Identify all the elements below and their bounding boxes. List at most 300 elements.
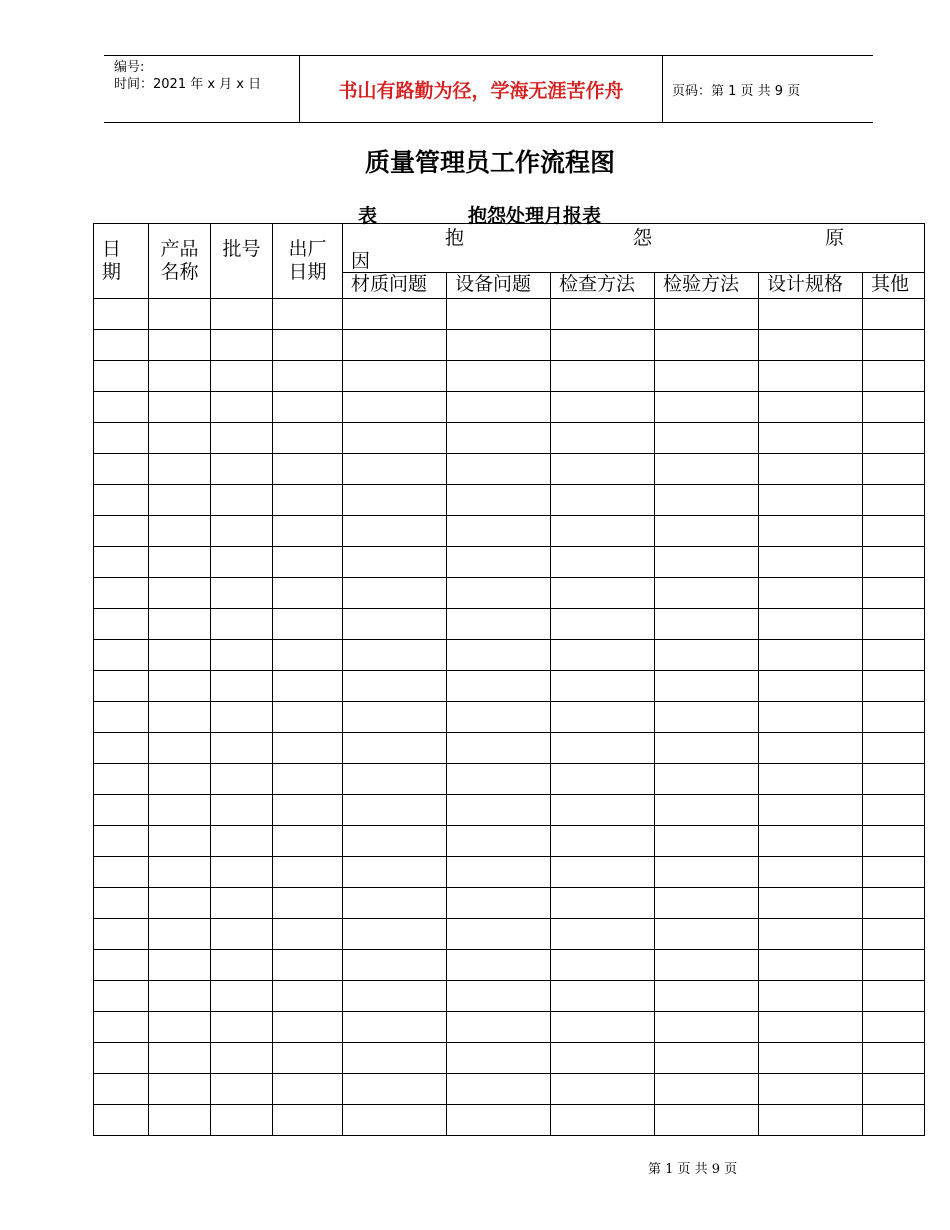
table-cell (863, 392, 925, 423)
table-cell (759, 423, 863, 454)
table-cell (273, 981, 343, 1012)
table-cell (149, 485, 211, 516)
header-design-spec: 设计规格 (759, 273, 863, 299)
table-cell (655, 981, 759, 1012)
header-page-info: 页码：第 1 页 共 9 页 (672, 84, 801, 99)
table-cell (551, 454, 655, 485)
table-cell (273, 454, 343, 485)
table-cell (94, 330, 149, 361)
table-cell (863, 330, 925, 361)
table-cell (211, 1012, 273, 1043)
table-cell (759, 1105, 863, 1136)
table-cell (273, 795, 343, 826)
table-cell (211, 485, 273, 516)
number-label: 编号: (114, 60, 145, 75)
table-cell (149, 702, 211, 733)
table-cell (759, 919, 863, 950)
table-cell (273, 888, 343, 919)
table-cell (149, 888, 211, 919)
table-cell (211, 857, 273, 888)
table-cell (149, 392, 211, 423)
table-cell (551, 640, 655, 671)
table-cell (447, 454, 551, 485)
table-cell (759, 733, 863, 764)
table-cell (551, 361, 655, 392)
table-cell (94, 1074, 149, 1105)
table-cell (149, 609, 211, 640)
table-row (94, 702, 925, 733)
table-row (94, 671, 925, 702)
table-cell (759, 1074, 863, 1105)
table-cell (447, 1012, 551, 1043)
table-cell (149, 299, 211, 330)
table-cell (447, 392, 551, 423)
table-cell (94, 516, 149, 547)
table-cell (759, 454, 863, 485)
table-cell (447, 857, 551, 888)
table-cell (94, 826, 149, 857)
table-row (94, 919, 925, 950)
table-cell (447, 423, 551, 454)
table-cell (759, 764, 863, 795)
table-cell (551, 888, 655, 919)
table-cell (273, 609, 343, 640)
table-cell (211, 454, 273, 485)
table-cell (149, 1012, 211, 1043)
table-cell (149, 454, 211, 485)
table-cell (273, 330, 343, 361)
table-cell (655, 485, 759, 516)
table-cell (551, 1074, 655, 1105)
table-cell (551, 981, 655, 1012)
table-cell (759, 671, 863, 702)
table-cell (343, 485, 447, 516)
table-cell (273, 1105, 343, 1136)
table-cell (551, 826, 655, 857)
table-cell (343, 423, 447, 454)
table-cell (447, 826, 551, 857)
table-cell (551, 299, 655, 330)
table-cell (149, 826, 211, 857)
table-cell (94, 981, 149, 1012)
table-cell (343, 1074, 447, 1105)
table-cell (863, 1074, 925, 1105)
table-cell (273, 671, 343, 702)
table-cell (655, 1105, 759, 1136)
table-row (94, 733, 925, 764)
table-cell (94, 1043, 149, 1074)
table-cell (863, 764, 925, 795)
table-cell (149, 795, 211, 826)
table-cell (863, 795, 925, 826)
table-cell (343, 1043, 447, 1074)
table-cell (551, 578, 655, 609)
table-cell (863, 857, 925, 888)
table-cell (447, 547, 551, 578)
table-cell (863, 671, 925, 702)
table-cell (149, 330, 211, 361)
table-cell (343, 888, 447, 919)
table-cell (759, 361, 863, 392)
table-cell (551, 423, 655, 454)
table-cell (655, 826, 759, 857)
header-other: 其他 (863, 273, 925, 299)
table-cell (863, 919, 925, 950)
table-cell (759, 857, 863, 888)
table-cell (447, 702, 551, 733)
table-cell (655, 702, 759, 733)
table-cell (273, 547, 343, 578)
table-row (94, 454, 925, 485)
table-cell (447, 299, 551, 330)
table-cell (863, 702, 925, 733)
table-cell (211, 423, 273, 454)
table-cell (94, 392, 149, 423)
table-cell (447, 919, 551, 950)
table-cell (655, 330, 759, 361)
table-cell (447, 609, 551, 640)
table-cell (94, 764, 149, 795)
table-cell (273, 764, 343, 795)
table-cell (94, 919, 149, 950)
document-title: 质量管理员工作流程图 (364, 148, 615, 177)
table-row (94, 578, 925, 609)
table-cell (273, 826, 343, 857)
table-cell (273, 640, 343, 671)
complaint-report-table (93, 223, 925, 1136)
table-cell (273, 361, 343, 392)
table-cell (94, 454, 149, 485)
table-row (94, 1074, 925, 1105)
table-cell (863, 1105, 925, 1136)
table-cell (211, 1105, 273, 1136)
table-cell (343, 702, 447, 733)
table-cell (863, 981, 925, 1012)
table-cell (273, 1043, 343, 1074)
table-cell (343, 671, 447, 702)
table-cell (863, 361, 925, 392)
table-cell (343, 299, 447, 330)
table-cell (863, 423, 925, 454)
table-row (94, 950, 925, 981)
table-cell (273, 1074, 343, 1105)
table-cell (447, 733, 551, 764)
table-cell (551, 392, 655, 423)
table-row (94, 361, 925, 392)
table-cell (211, 888, 273, 919)
table-cell (551, 950, 655, 981)
table-cell (149, 1105, 211, 1136)
table-cell (447, 950, 551, 981)
time-label: 时间：2021 年 x 月 x 日 (114, 77, 262, 92)
table-cell (447, 516, 551, 547)
table-label: 表 (358, 205, 378, 227)
table-row (94, 795, 925, 826)
table-row (94, 857, 925, 888)
table-cell (655, 1074, 759, 1105)
table-cell (447, 640, 551, 671)
table-cell (863, 733, 925, 764)
table-cell (863, 888, 925, 919)
table-cell (94, 361, 149, 392)
table-cell (343, 1105, 447, 1136)
table-cell (94, 795, 149, 826)
table-cell (759, 795, 863, 826)
table-cell (447, 981, 551, 1012)
table-cell (343, 733, 447, 764)
header-meta (114, 59, 261, 93)
table-row (94, 516, 925, 547)
table-cell (863, 950, 925, 981)
table-cell (94, 640, 149, 671)
table-cell (447, 1105, 551, 1136)
table-cell (655, 733, 759, 764)
table-cell (211, 392, 273, 423)
table-cell (343, 454, 447, 485)
table-cell (759, 609, 863, 640)
table-cell (343, 578, 447, 609)
table-cell (149, 919, 211, 950)
table-cell (551, 1012, 655, 1043)
header-testing-method: 检验方法 (655, 273, 759, 299)
table-cell (447, 671, 551, 702)
table-cell (94, 857, 149, 888)
table-cell (211, 702, 273, 733)
table-cell (863, 826, 925, 857)
table-cell (94, 547, 149, 578)
table-cell (211, 1074, 273, 1105)
table-cell (273, 299, 343, 330)
page-footer: 第 1 页 共 9 页 (648, 1162, 738, 1177)
table-cell (149, 423, 211, 454)
table-cell (759, 888, 863, 919)
table-row (94, 981, 925, 1012)
table-cell (211, 299, 273, 330)
table-cell (863, 609, 925, 640)
header-date: 日 期 (94, 224, 149, 299)
table-cell (273, 919, 343, 950)
table-row (94, 1043, 925, 1074)
table-cell (211, 826, 273, 857)
table-cell (94, 671, 149, 702)
table-cell (863, 547, 925, 578)
table-cell (655, 423, 759, 454)
table-cell (343, 919, 447, 950)
table-cell (655, 516, 759, 547)
table-cell (273, 485, 343, 516)
table-cell (759, 826, 863, 857)
table-cell (211, 981, 273, 1012)
table-cell (551, 919, 655, 950)
table-cell (551, 764, 655, 795)
table-cell (759, 950, 863, 981)
table-cell (551, 1105, 655, 1136)
table-title: 抱怨处理月报表 (468, 205, 602, 227)
table-cell (447, 888, 551, 919)
table-cell (343, 1012, 447, 1043)
table-cell (149, 578, 211, 609)
table-cell (759, 1043, 863, 1074)
table-cell (551, 702, 655, 733)
table-cell (655, 299, 759, 330)
table-cell (551, 671, 655, 702)
table-cell (655, 1012, 759, 1043)
table-row (94, 547, 925, 578)
header-complaint-reason: 抱 怨 原 因 (343, 224, 925, 273)
table-cell (759, 578, 863, 609)
table-cell (551, 485, 655, 516)
table-cell (343, 361, 447, 392)
table-cell (343, 609, 447, 640)
table-cell (447, 795, 551, 826)
table-cell (343, 826, 447, 857)
table-cell (759, 702, 863, 733)
table-cell (94, 609, 149, 640)
table-cell (759, 981, 863, 1012)
table-cell (759, 547, 863, 578)
table-cell (343, 764, 447, 795)
table-cell (551, 547, 655, 578)
table-row (94, 330, 925, 361)
table-cell (863, 578, 925, 609)
table-cell (447, 361, 551, 392)
table-cell (655, 640, 759, 671)
table-cell (655, 950, 759, 981)
table-cell (343, 981, 447, 1012)
table-cell (551, 609, 655, 640)
table-cell (211, 609, 273, 640)
table-cell (94, 485, 149, 516)
table-cell (759, 330, 863, 361)
table-cell (343, 547, 447, 578)
table-cell (551, 1043, 655, 1074)
table-cell (551, 795, 655, 826)
header-ship-date: 出厂 日期 (273, 224, 343, 299)
table-cell (655, 857, 759, 888)
table-cell (94, 1012, 149, 1043)
table-cell (211, 733, 273, 764)
table-cell (655, 919, 759, 950)
table-cell (149, 361, 211, 392)
table-cell (863, 1043, 925, 1074)
table-cell (343, 392, 447, 423)
table-cell (94, 578, 149, 609)
table-cell (759, 640, 863, 671)
table-cell (447, 330, 551, 361)
table-cell (343, 950, 447, 981)
table-cell (655, 392, 759, 423)
table-cell (149, 1074, 211, 1105)
table-cell (447, 578, 551, 609)
table-cell (863, 640, 925, 671)
table-cell (551, 516, 655, 547)
header-motto: 书山有路勤为径，学海无涯苦作舟 (338, 79, 624, 102)
table-cell (94, 950, 149, 981)
table-cell (273, 578, 343, 609)
header-material: 材质问题 (343, 273, 447, 299)
table-cell (94, 1105, 149, 1136)
table-cell (343, 330, 447, 361)
table-cell (655, 1043, 759, 1074)
table-cell (655, 764, 759, 795)
table-row (94, 392, 925, 423)
table-cell (273, 1012, 343, 1043)
table-cell (551, 330, 655, 361)
table-cell (447, 1074, 551, 1105)
table-cell (149, 981, 211, 1012)
table-cell (211, 516, 273, 547)
table-cell (149, 547, 211, 578)
table-row (94, 299, 925, 330)
header-batch: 批号 (211, 224, 273, 299)
table-row (94, 826, 925, 857)
table-cell (551, 857, 655, 888)
table-cell (211, 671, 273, 702)
table-cell (447, 764, 551, 795)
header-divider (662, 56, 663, 122)
table-cell (551, 733, 655, 764)
table-cell (211, 330, 273, 361)
table-row (94, 888, 925, 919)
table-cell (863, 516, 925, 547)
table-cell (149, 857, 211, 888)
table-cell (273, 516, 343, 547)
table-cell (273, 950, 343, 981)
table-cell (863, 299, 925, 330)
table-cell (211, 764, 273, 795)
table-cell (211, 640, 273, 671)
table-cell (94, 733, 149, 764)
table-cell (273, 733, 343, 764)
table-cell (94, 888, 149, 919)
table-cell (863, 454, 925, 485)
table-cell (655, 671, 759, 702)
table-cell (655, 454, 759, 485)
table-cell (343, 640, 447, 671)
table-cell (94, 299, 149, 330)
table-cell (149, 764, 211, 795)
table-cell (273, 857, 343, 888)
table-cell (273, 423, 343, 454)
header-inspection-method: 检查方法 (551, 273, 655, 299)
table-cell (149, 671, 211, 702)
table-cell (655, 361, 759, 392)
table-row (94, 423, 925, 454)
table-row (94, 764, 925, 795)
table-cell (149, 1043, 211, 1074)
table-row (94, 485, 925, 516)
table-cell (343, 516, 447, 547)
header-product: 产品 名称 (149, 224, 211, 299)
table-cell (211, 361, 273, 392)
table-cell (759, 516, 863, 547)
table-cell (149, 516, 211, 547)
table-cell (343, 795, 447, 826)
table-row (94, 1012, 925, 1043)
table-cell (863, 485, 925, 516)
table-cell (655, 547, 759, 578)
table-cell (655, 888, 759, 919)
header-equipment: 设备问题 (447, 273, 551, 299)
table-cell (655, 578, 759, 609)
table-cell (759, 392, 863, 423)
table-cell (863, 1012, 925, 1043)
table-cell (655, 795, 759, 826)
table-cell (759, 485, 863, 516)
table-cell (211, 919, 273, 950)
table-cell (655, 609, 759, 640)
table-cell (211, 578, 273, 609)
